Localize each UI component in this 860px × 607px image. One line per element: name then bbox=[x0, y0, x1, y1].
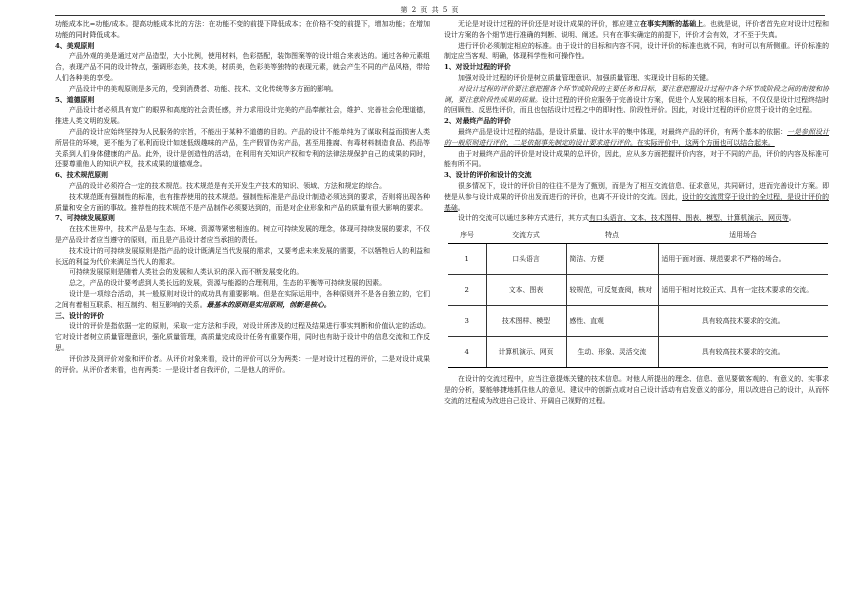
emphasis-text: 最基本的原则是实用原则，创新是核心。 bbox=[206, 300, 331, 309]
paragraph: 可持续发展原则是随着人类社会的发展和人类认识的深入而不断发展变化的。 bbox=[69, 268, 304, 277]
table-cell-feature: 生动、形象、灵活交流 bbox=[566, 337, 658, 368]
underlined-text: 。在实际评价中，这两个方面也可以结合起来。 bbox=[630, 138, 775, 147]
table-cell-no: 2 bbox=[448, 275, 486, 306]
emphasis-text: 在事实判断的基础上 bbox=[640, 20, 704, 28]
paragraph: 在设计的交流过程中，应当注意提炼关键的技术信息。对他人所提出的理念、信息、意见要做客观的、有意义的、实事求是的分析，要能够捷地抓住他人的意见、建议中的创新点或对自己设计活动有启发意义的部分，用以改进自己的设计，从而怀交流的过程成为改进自己设计、开阔自己视野的过程。 bbox=[444, 375, 829, 405]
table-cell-scene: 适用于相对比较正式、具有一定技术要求的交流。 bbox=[658, 275, 828, 306]
paragraph: 技术设计的可持续发展原则是指产品的设计既满足当代发展的需求，又要考虑未来发展的需要，不以牺牲后人的利益和长远的利益为代价来满足当代人的需求。 bbox=[55, 246, 430, 266]
table-cell-method: 文本、图表 bbox=[486, 275, 566, 306]
paragraph: 在技术世界中，技术产品是与生态、环境、资源等紧密相连的。树立可持续发展的理念，体现可持续发展的要求，不仅是产品设计者应当遵守的原则，而且是产品设计者应当承担的责任。 bbox=[55, 225, 430, 244]
paragraph bbox=[444, 84, 829, 116]
paragraph-text: 最终产品是设计过程的结晶，是设计质量、设计水平的集中体现，对最终产品的评价，有两个基本的依据： bbox=[458, 127, 788, 136]
paragraph-text: 很多情况下，设计的评价目的往往不是为了甄别，而是为了相互交流信息、征求意见，共同研讨，进而完善设计方案。即使是从参与设计成果的评价出发而进行的评价，也离不开设计的交流。因此， bbox=[444, 181, 829, 201]
right-column bbox=[444, 19, 829, 407]
section-heading-technical-spec: 6、技术规范原则 bbox=[55, 171, 109, 180]
paragraph-text: 。 bbox=[457, 203, 465, 212]
paragraph-text: 无论是对设计过程的评价还是对设计成果的评价，都应建立 bbox=[458, 20, 641, 28]
paragraph-text: 设计的交流可以通过多种方式进行，其方式 bbox=[458, 214, 589, 223]
table-header-cell: 特点 bbox=[566, 227, 658, 244]
underlined-text: 有口头语言、文本、技术图样、图表、模型、计算机演示、网页等 bbox=[588, 214, 789, 223]
paragraph-text: 设计过程的评价应服务于完善设计方案，促进个人发展的根本目标，不仅仅是设计过程终结时的回顾性、反思性评价，而且也包括设计过程之中的即时性、阶段性评价。因此，对设计过程的评价应贯于设计的全过程。 bbox=[444, 95, 829, 115]
table-header-cell: 序号 bbox=[448, 227, 486, 244]
paragraph: 功能成本比=功能/成本。提高功能成本比的方法：在功能不变的前提下降低成本；在价格不变的前提下，增加功能；在增加功能的同时降低成本。 bbox=[55, 20, 430, 39]
paragraph-text: 。 bbox=[788, 214, 796, 223]
table-cell-scene: 具有较高技术要求的交流。 bbox=[658, 337, 828, 368]
italic-underlined-text: 一是参照设计的一般原则进行评价，二是依据事先制定的设计要求进行评价 bbox=[444, 127, 830, 147]
table-header-cell: 适用场合 bbox=[658, 227, 828, 244]
paragraph: 产品设计中的美观原则是多元的，受到消费者、功能、技术、文化传统等多方面的影响。 bbox=[69, 84, 338, 93]
paragraph bbox=[444, 19, 829, 41]
table-cell-no: 3 bbox=[448, 306, 486, 337]
section-heading-sustainability: 7、可持续发展原则 bbox=[55, 214, 115, 223]
table-header-row bbox=[448, 227, 828, 244]
table-cell-feature: 感性、直观 bbox=[566, 306, 658, 337]
paragraph: 产品的设计必须符合一定的技术规范。技术规范是有关开发生产技术的知识、领域、方法和规定的综合。 bbox=[69, 181, 386, 190]
paragraph-text: 。也就是说，评价者首先应对设计过程和设计方案的各个细节进行准确的判断、说明、阐述。只有在事实确定的前提下，评价才会有效，才不至于失真。 bbox=[444, 20, 830, 39]
section-heading-ethics: 5、道德原则 bbox=[55, 95, 95, 104]
page-number: 第 2 页 共 5 页 bbox=[400, 6, 460, 14]
paragraph bbox=[444, 127, 829, 149]
table-cell-method: 技术图样、模型 bbox=[486, 306, 566, 337]
table-cell-no: 1 bbox=[448, 244, 486, 275]
paragraph-text: 设计是一项综合活动，其一般原则对设计的成功具有重要影响。但是在实际运用中，各种原则并不是各自独立的，它们之间有着相互联系、相互制约、相互影响的关系。 bbox=[55, 289, 430, 309]
paragraph bbox=[444, 181, 829, 213]
paragraph: 总之，产品的设计要考虑到人类长远的发展，资源与能源的合理利用，生态的平衡等可持续发展的因素。 bbox=[69, 279, 386, 288]
section-heading-evaluation-communication: 3、设计的评价和设计的交流 bbox=[444, 171, 532, 180]
table-header-cell: 交流方式 bbox=[486, 227, 566, 244]
section-heading-process-evaluation: 1、对设计过程的评价 bbox=[444, 63, 511, 72]
table-cell-feature: 简洁、方便 bbox=[566, 244, 658, 275]
table-cell-feature: 较规范，可反复查阅，核对 bbox=[566, 275, 658, 306]
italic-text: 对设计过程的评价要注意把握各个环节或阶段的主要任务和目标，要注意把握设计过程中各个环节或阶段之间的衔接和协调，要注意阶段性成果的质量。 bbox=[444, 84, 829, 104]
table-row bbox=[448, 337, 828, 368]
communication-methods-table bbox=[448, 227, 828, 368]
table-cell-scene: 具有较高技术要求的交流。 bbox=[658, 306, 828, 337]
paragraph: 进行评价必须制定相应的标准。由于设计的目标和内容不同，设计评价的标准也就不同，有时可以有所侧重。评价标准的制定应当客观、明确，体现科学性和可操作性。 bbox=[444, 41, 829, 61]
left-column bbox=[55, 19, 430, 375]
table-cell-method: 口头语言 bbox=[486, 244, 566, 275]
paragraph: 由于对最终产品的评价是对设计成果的总评价，因此，应从多方面把握评价内容，对于不同的产品，评价的内容及标准可能有所不同。 bbox=[444, 149, 829, 169]
paragraph: 评价涉及到评价对象和评价者。从评价对象来看，设计的评价可以分为两类：一是对设计过程的评价，二是对设计成果的评价。从评价者来看，也有两类：一是设计者自我评价，二是他人的评价。 bbox=[55, 354, 430, 374]
table-row bbox=[448, 275, 828, 306]
header-rule bbox=[55, 15, 825, 16]
section-heading-aesthetic: 4、美观原则 bbox=[55, 41, 95, 50]
paragraph bbox=[444, 213, 829, 224]
paragraph: 技术规范既有强制性的标准，也有推荐使用的技术规范。强制性标准是产品设计制造必须达到的要求，否则将出现各种质量和安全方面的事故。推荐性的技术规范不是产品制作必须要达到的，而是对企业形象和产品的质量有很大影响的要求。 bbox=[55, 192, 430, 212]
paragraph: 产品外观的美是通过对产品造型，大小比例，使用材料，色彩搭配，装饰图案等的设计组合来表达的。通过各种元素组合，表现产品不同的设计特点，强调形态美，技术美，材质美，色彩美等独特的表现元素，就会产生不同的产品风格，带给人们各种美的享受。 bbox=[55, 52, 430, 82]
paragraph: 产品的设计应始终坚持为人民服务的宗旨，不能出于某种不道德的目的。产品的设计不能单纯为了谋取利益而损害人类所居住的环境，更不能为了私利而设计如迷低级趣味的产品，生产假冒伪劣产品，甚至用推腐、有毒材料制造食品、药品等关系到人们身体健康的产品。此外，设计是创造性的活动，在利用有关知识产权和专利的法律法规保护自己的成果的同时，还要尊重他人的知识产权，技术成果的道德观念。 bbox=[55, 127, 430, 169]
paragraph: 设计的评价是指依据一定的原则，采取一定方法和手段，对设计所涉及的过程及结果进行事实判断和价值认定的活动。它对设计者树立质量管理意识，强化质量管理，高质量完成设计任务有重要作用，同时也有助于设计中的信息交流和工作反思。 bbox=[55, 322, 430, 352]
table-cell-no: 4 bbox=[448, 337, 486, 368]
underlined-text: 设计的交流贯穿于设计的全过程，是设计评价的基础 bbox=[444, 192, 830, 212]
paragraph bbox=[55, 289, 430, 311]
paragraph: 产品设计者必须具有宽广的眼界和高度的社会责任感，并力求用设计完美的产品奉献社会，维护、完善社会伦理道德，推进人类文明的发展。 bbox=[55, 106, 430, 126]
chapter-heading-evaluation: 三、设计的评价 bbox=[55, 310, 104, 320]
table-row bbox=[448, 306, 828, 337]
table-cell-scene: 适用于面对面、规范要求不严格的场合。 bbox=[658, 244, 828, 275]
paragraph: 加强对设计过程的评价是树立质量管理意识、加强质量管理、实现设计目标的关键。 bbox=[458, 73, 713, 82]
table-cell-method: 计算机演示、网页 bbox=[486, 337, 566, 368]
section-heading-product-evaluation: 2、对最终产品的评价 bbox=[444, 117, 511, 126]
table-row bbox=[448, 244, 828, 275]
